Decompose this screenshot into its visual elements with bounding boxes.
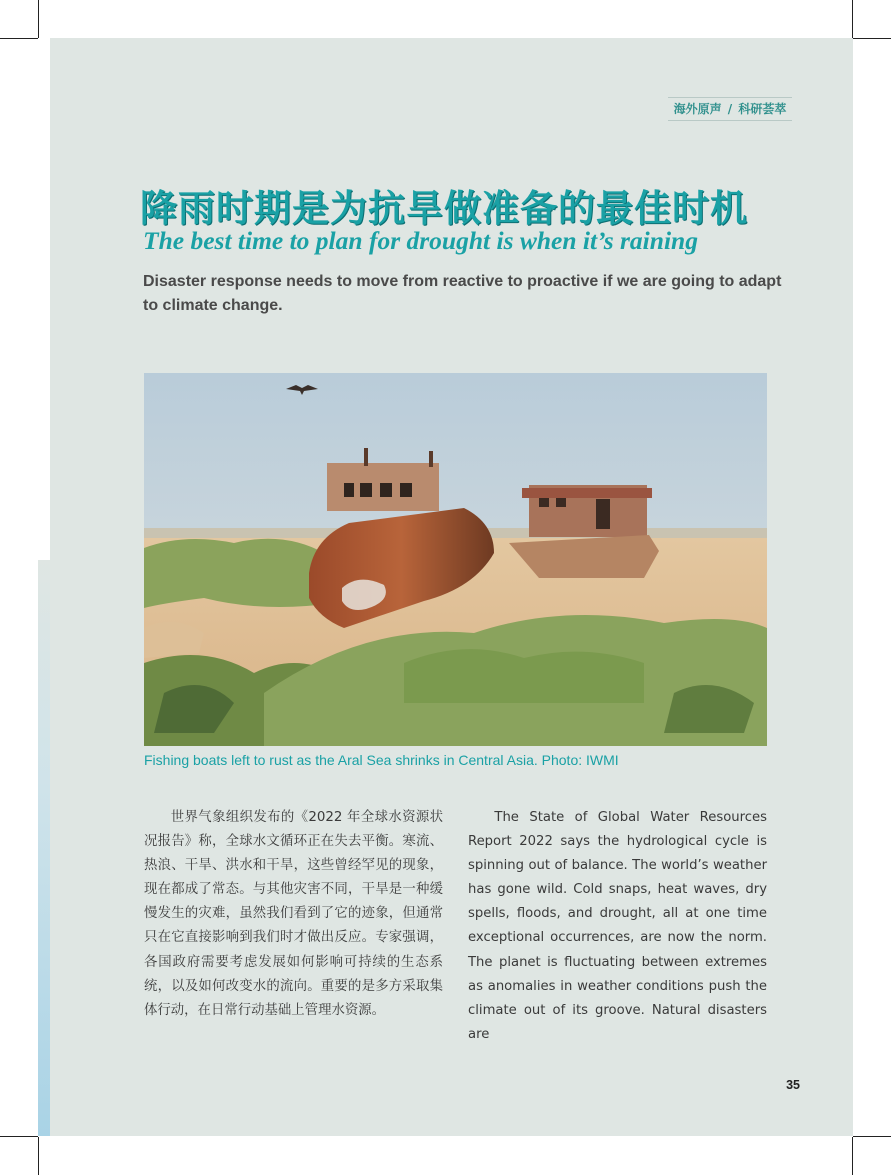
crop-mark: [38, 0, 39, 38]
title-chinese: 降雨时期是为抗旱做准备的最佳时机: [140, 186, 748, 230]
section-tag-separator: /: [727, 102, 733, 116]
body-text-chinese: 世界气象组织发布的《2022 年全球水资源状况报告》称，全球水文循环正在失去平衡。寒流、热浪、干旱、洪水和干旱，这些曾经罕见的现象，现在都成了常态。与其他灾害不同，干旱是一种缓慢发生的灾难，虽然我们看到了它的迹象，但通常只在它直接影响到我们时才做出反应。专家强调，各国政府需要考虑发展如何影响可持续的生态系统，以及如何改变水的流向。重要的是多方采取集体行动，在日常行动基础上管理水资源。: [144, 810, 443, 1018]
section-tag-left: 海外原声: [673, 102, 722, 116]
crop-mark: [853, 38, 891, 39]
title-english: The best time to plan for drought is when it’s raining: [143, 226, 698, 255]
body-text-english: The State of Global Water Resources Report 2022 says the hydrological cycle is spinning out of balance. The world’s weather has gone wild. Cold snaps, heat waves, dry spells, floods, and drought, all at one time exceptional occurrences, are now the norm. The planet is fluctuating between extremes as anomalies in weather conditions push the climate out of its groove. Natural disasters are: [468, 810, 767, 1042]
page-number: 35: [786, 1078, 800, 1092]
crop-mark: [0, 1136, 38, 1137]
section-tag-right: 科研荟萃: [738, 102, 787, 116]
photo-illustration: [144, 373, 767, 746]
rusted-boat-rear: [509, 485, 659, 578]
article-subtitle: Disaster response needs to move from reactive to proactive if we are going to adapt to climate change.: [143, 273, 782, 314]
article-photo: [144, 373, 767, 746]
crop-mark: [852, 1137, 853, 1175]
crop-mark: [852, 0, 853, 38]
photo-caption: Fishing boats left to rust as the Aral Sea shrinks in Central Asia. Photo: IWMI: [144, 752, 619, 768]
section-tag: [668, 97, 792, 121]
crop-mark: [0, 38, 38, 39]
crop-mark: [853, 1136, 891, 1137]
crop-mark: [38, 1137, 39, 1175]
page-edge-strip: [38, 560, 50, 1136]
